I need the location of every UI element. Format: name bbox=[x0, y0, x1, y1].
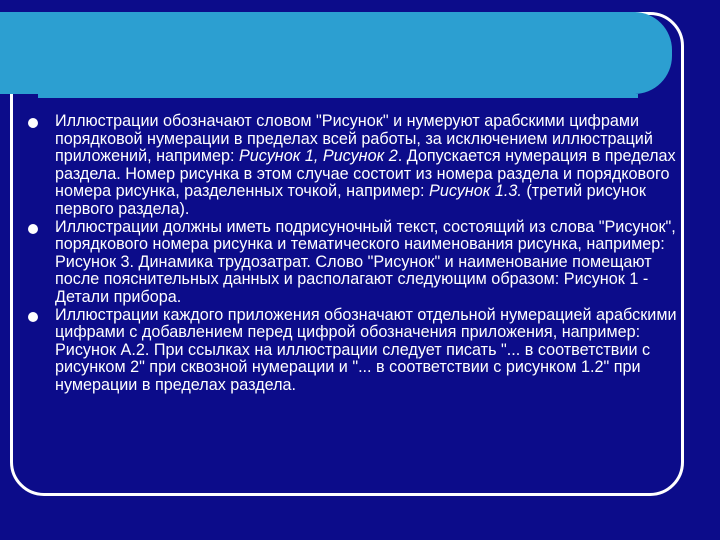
bullet-dot-icon bbox=[28, 312, 38, 322]
bullet-dot-icon bbox=[28, 118, 38, 128]
text-run: Иллюстрации обозначают словом "Рисунок" и нумеруют арабскими цифрами порядковой нумерации в пределах всей работы, за исключением иллюстраций приложений, например: bbox=[55, 112, 653, 166]
text-run-italic: Рисунок 1.3. bbox=[429, 182, 522, 201]
text-run-italic: Рисунок 1, Рисунок 2 bbox=[239, 147, 398, 166]
bullet-list bbox=[28, 113, 693, 395]
text-run: (третий рисунок первого раздела). bbox=[55, 182, 646, 218]
text-run: . Допускается нумерация в пределах раздела. Номер рисунка в этом случае состоит из номера раздела и порядкового номера рисунка, разделенных точкой, например: bbox=[55, 147, 676, 201]
bullet-text bbox=[55, 307, 693, 395]
title-underline bbox=[38, 94, 638, 98]
title-bar bbox=[0, 12, 672, 94]
bullet-item bbox=[28, 113, 693, 219]
bullet-dot-icon bbox=[28, 224, 38, 234]
bullet-text bbox=[55, 219, 693, 307]
text-run: Иллюстрации каждого приложения обозначают отдельной нумерацией арабскими цифрами с добавлением перед цифрой обозначения приложения, например: Рисунок А.2. При ссылках на иллюстрации следует писать "... в соответствии с рисунком 2" при сквозной нумерации и "... в соответствии с рисунком 1.2" при нумерации в пределах раздела. bbox=[55, 305, 677, 394]
bullet-item bbox=[28, 307, 693, 395]
bullet-text bbox=[55, 113, 693, 219]
text-run: Иллюстрации должны иметь подрисуночный текст, состоящий из слова "Рисунок", порядкового номера рисунка и тематического наименования рисунка, например: Рисунок 3. Динамика трудозатрат. Слово "Рисунок" и наименование помещают после пояснительных данных и располагают следующим образом: Рисунок 1 - Детали прибора. bbox=[55, 217, 676, 306]
bullet-item bbox=[28, 219, 693, 307]
